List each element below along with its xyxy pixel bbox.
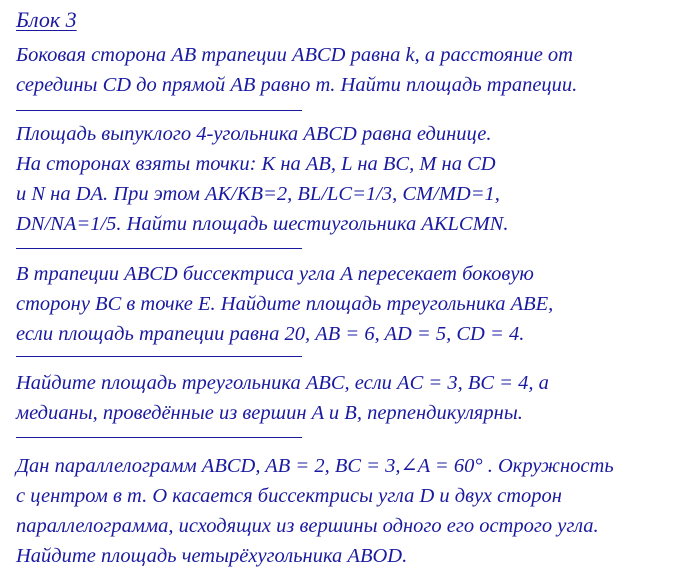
problem-3-line-3: если площадь трапеции равна 20, AB = 6, AD = 5, CD = 4. xyxy=(16,323,525,345)
problem-5-line-2: с центром в т. O касается биссектрисы угла D и двух сторон xyxy=(16,485,562,507)
problem-2-line-3: и N на DA. При этом AK/KB=2, BL/LC=1/3, CM/MD=1, xyxy=(16,183,500,205)
problem-1-line-1: Боковая сторона AB трапеции ABCD равна k, а расстояние от xyxy=(16,44,573,66)
problem-5-line-3: параллелограмма, исходящих из вершины одного его острого угла. xyxy=(16,515,599,537)
separator-4 xyxy=(16,437,302,438)
problem-2 xyxy=(16,119,508,239)
problem-3-line-1: В трапеции ABCD биссектриса угла A пересекает боковую xyxy=(16,263,534,285)
problem-4-line-1: Найдите площадь треугольника ABC, если AC = 3, BC = 4, а xyxy=(16,372,549,394)
problem-2-line-1: Площадь выпуклого 4-угольника ABCD равна единице. xyxy=(16,123,492,145)
problem-1-line-2: середины CD до прямой AB равно m. Найти площадь трапеции. xyxy=(16,74,578,96)
separator-3 xyxy=(16,356,302,357)
problem-3-line-2: сторону BC в точке E. Найдите площадь треугольника ABE, xyxy=(16,293,554,315)
block-title: Блок 3 xyxy=(16,7,77,32)
separator-1 xyxy=(16,110,302,111)
problem-1 xyxy=(16,40,577,100)
problem-4 xyxy=(16,368,549,428)
problem-2-line-4: DN/NA=1/5. Найти площадь шестиугольника AKLCMN. xyxy=(16,213,509,235)
problem-5 xyxy=(16,451,614,571)
separator-2 xyxy=(16,248,302,249)
problem-5-line-1: Дан параллелограмм ABCD, AB = 2, BC = 3,∠A = 60° . Окружность xyxy=(16,455,614,477)
problem-2-line-2: На сторонах взяты точки: K на AB, L на BC, M на CD xyxy=(16,153,496,175)
problem-3 xyxy=(16,259,553,349)
problem-5-line-4: Найдите площадь четырёхугольника ABOD. xyxy=(16,545,408,567)
problem-4-line-2: медианы, проведённые из вершин A и B, перпендикулярны. xyxy=(16,402,523,424)
